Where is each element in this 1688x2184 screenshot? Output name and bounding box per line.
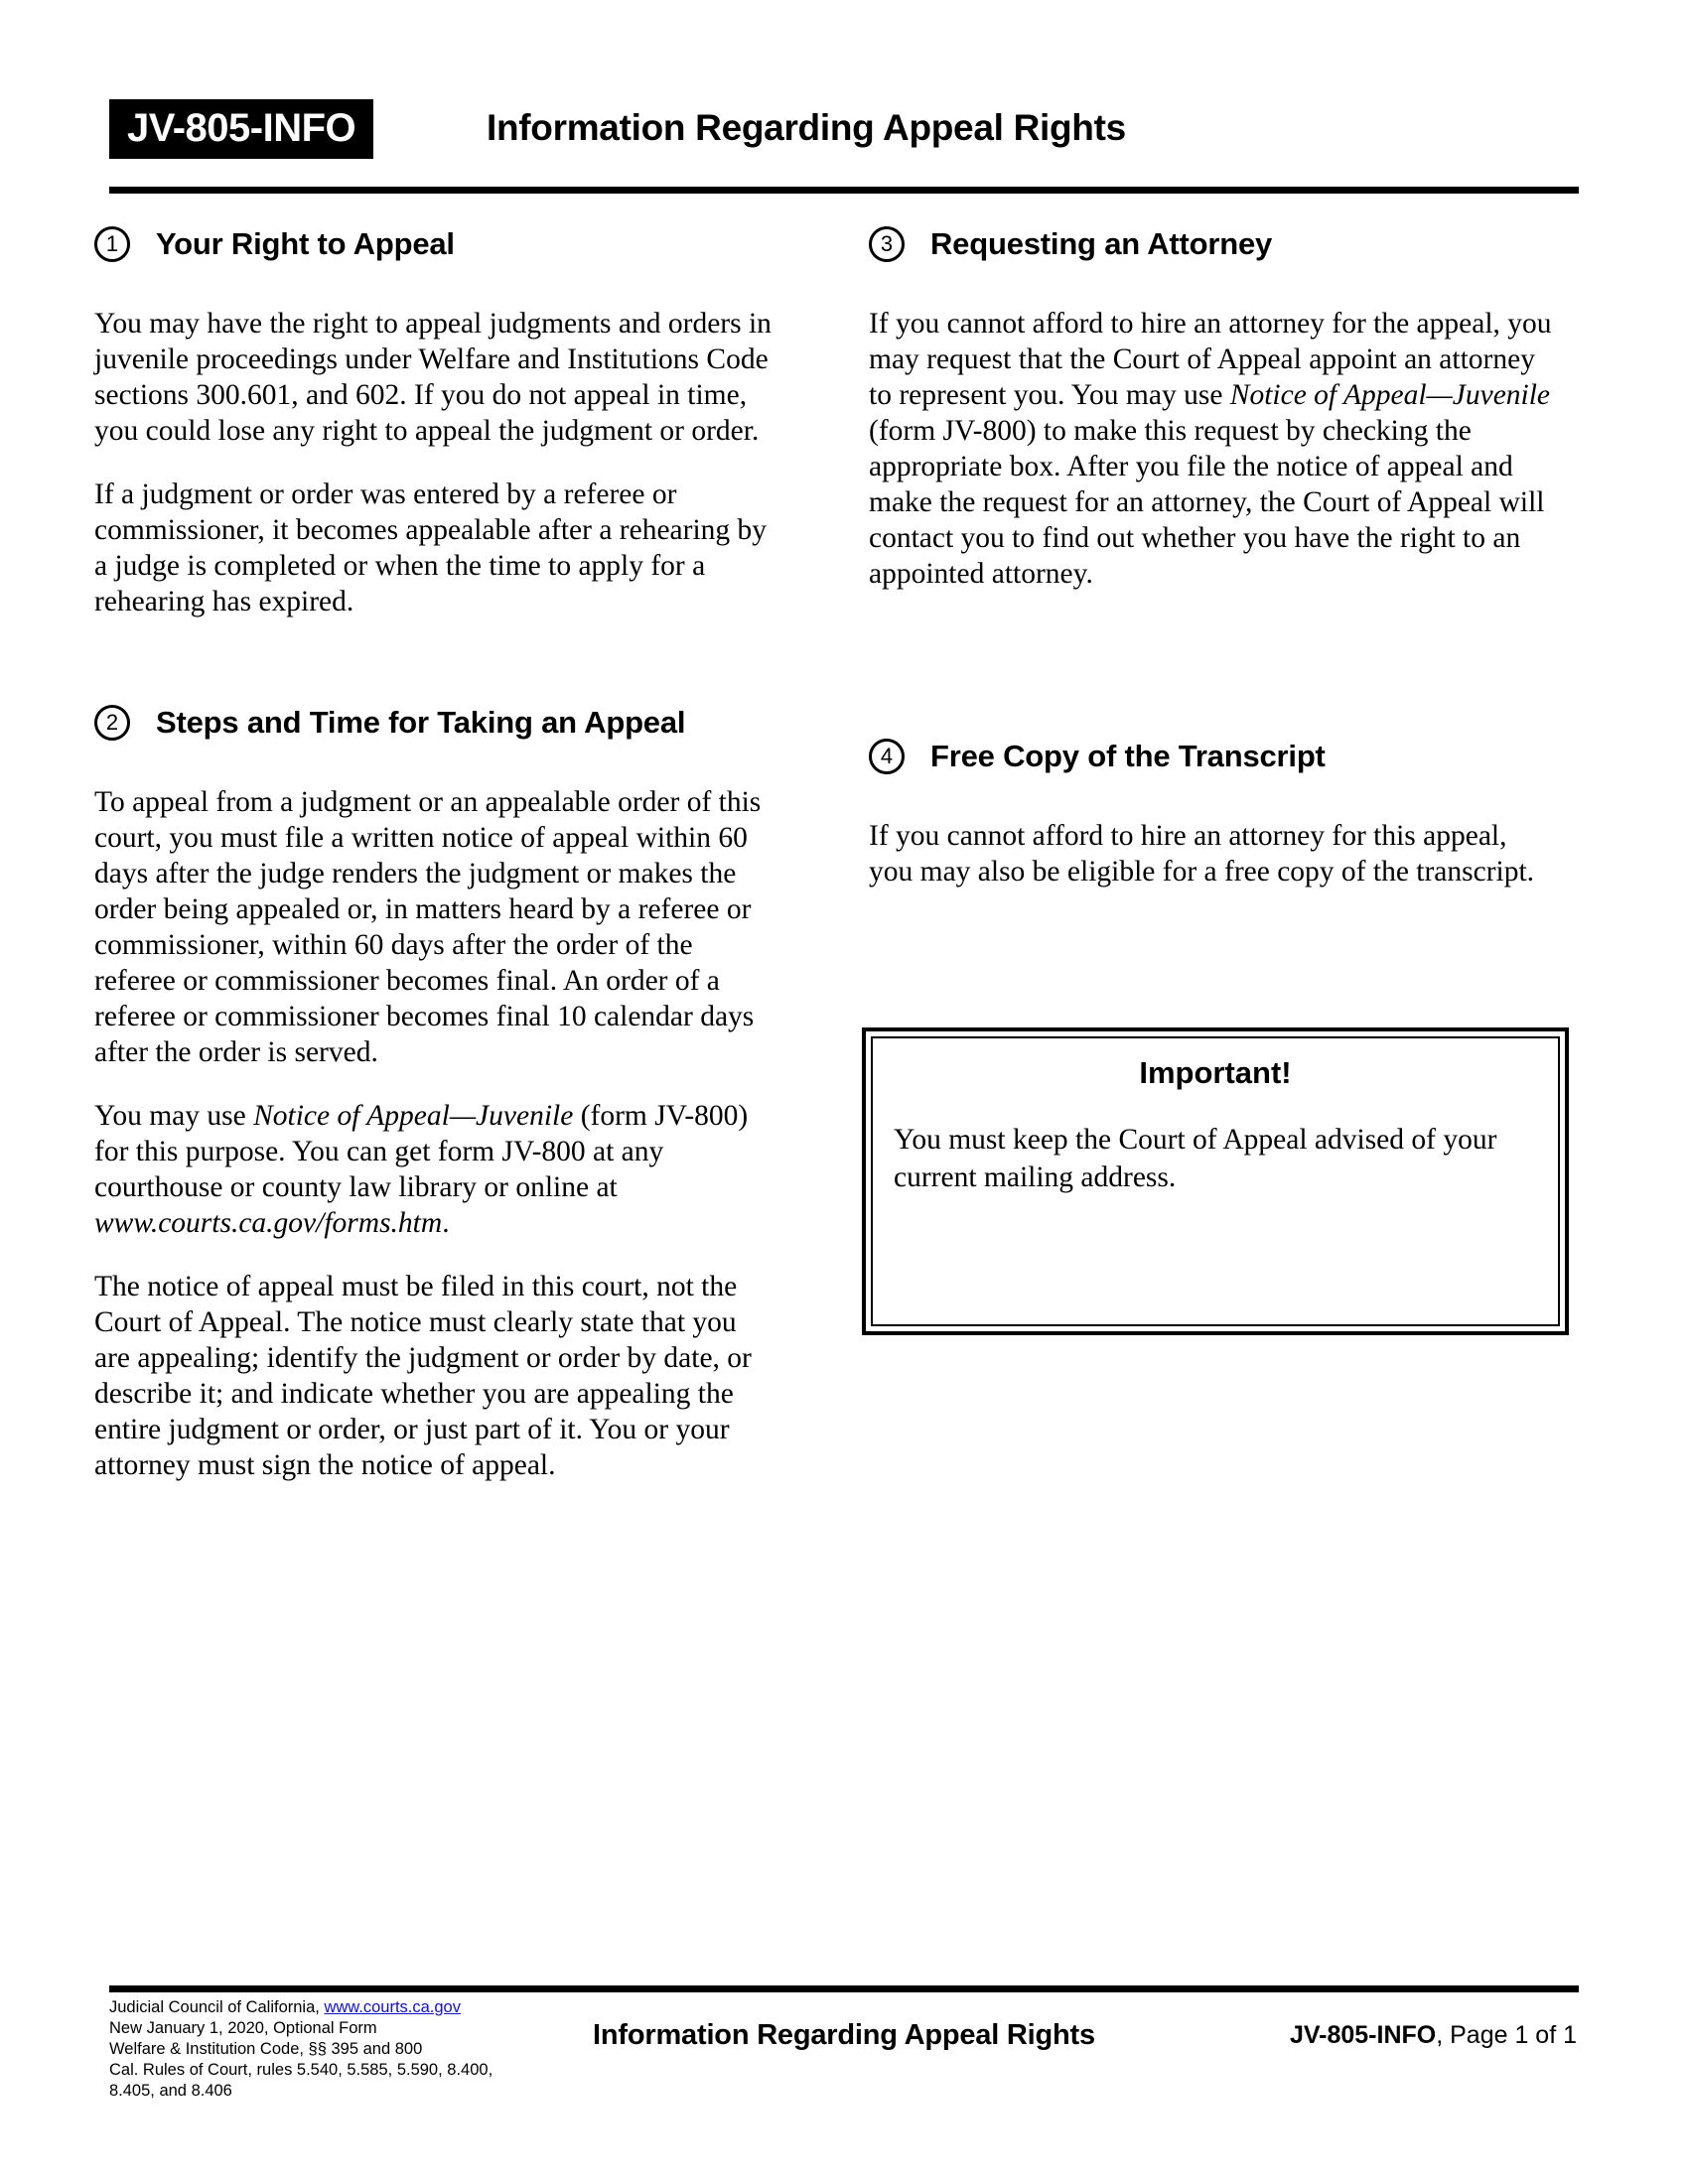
section-2-form-name: Notice of Appeal—Juvenile [253,1100,574,1132]
section-title-2: Steps and Time for Taking an Appeal [156,705,686,740]
section-heading-1 [94,226,779,262]
important-callout-box [862,1027,1569,1335]
section-spacer [869,619,1554,739]
footer-page-info [1290,2021,1577,2050]
section-4-paragraph-1: If you cannot afford to hire an attorney for this appeal, you may also be eligible for a free copy of the transcript. [869,820,1535,887]
section-number-circle-3: 3 [869,226,905,262]
footer-line-2: New January 1, 2020, Optional Form [109,2019,377,2037]
form-header [109,99,1579,167]
section-number-circle-4: 4 [869,739,905,774]
section-3-post-text: (form JV-800) to make this request by checking the appropriate box. After you file the notice of appeal and make the request for an attorney, the Court of Appeal will contact you to find out whether you have the right to an appointed attorney. [869,415,1545,590]
section-2-form-paragraph [94,1098,779,1241]
section-2-paragraph-1: To appeal from a judgment or an appealable order of this court, you must file a written notice of appeal within 60 days after the judge renders the judgment or makes the order being appealed or, in matters heard by a referee or commissioner, within 60 days after the order of the referee or commissioner becomes final. An order of a referee or commissioner becomes final 10 calendar days after the order is served. [94,786,762,1068]
section-title-3: Requesting an Attorney [930,226,1273,261]
section-1-paragraph-1: You may have the right to appeal judgments and orders in juvenile proceedings under Welfare and Institutions Code sections 300.601, and 602. If you do not appeal in time, you could lose any right to appeal the judgment or order. [94,308,772,447]
footer-line-1: Judicial Council of California, [109,1998,325,2016]
section-2-post-text: . [442,1207,450,1239]
footer-divider [109,1985,1579,1992]
section-2-pre-text: You may use [94,1100,254,1132]
important-box-title: Important! [1139,1055,1292,1090]
form-footer [109,1997,1579,2116]
section-2-mid-text: (form JV-800) for this purpose. You can get form JV-800 at any courthouse or county law library or online at [94,1100,749,1203]
footer-line-3: Welfare & Institution Code, §§ 395 and 800 [109,2040,423,2058]
section-3-pre-text: If you cannot afford to hire an attorney for the appeal, you may request that the Court of Appeal appoint an attorney to represent you. You may use [869,308,1552,411]
section-number-circle-1: 1 [94,226,130,262]
section-spacer [94,647,779,705]
section-number-circle-2: 2 [94,705,130,741]
section-3-paragraph [869,306,1554,592]
section-3-form-name: Notice of Appeal—Juvenile [1229,379,1551,411]
section-2-paragraph-3: The notice of appeal must be filed in this court, not the Court of Appeal. The notice must clearly state that you are appealing; identify the judgment or order by date, or describe it; and indicate whether you are appealing the entire judgment or order, or just part of it. You or your attorney must sign the notice of appeal. [94,1271,752,1481]
courts-website-link[interactable]: www.courts.ca.gov [324,1998,461,2016]
section-title-4: Free Copy of the Transcript [930,739,1326,773]
form-number-badge: JV-805-INFO [109,99,373,159]
section-2-url: www.courts.ca.gov/forms.htm [94,1207,443,1239]
header-divider [109,187,1579,194]
section-heading-2 [94,705,779,741]
left-column [94,226,779,1511]
section-heading-3 [869,226,1554,262]
footer-form-title: Information Regarding Appeal Rights [593,2019,1095,2051]
section-1-paragraph-2: If a judgment or order was entered by a referee or commissioner, it becomes appealable after a rehearing by a judge is completed or when the time to apply for a rehearing has expired. [94,478,768,617]
section-heading-4 [869,739,1554,774]
important-box-body: You must keep the Court of Appeal advised of your current mailing address. [894,1124,1497,1193]
right-column [869,226,1554,917]
footer-form-number: JV-805-INFO [1289,2021,1437,2049]
footer-line-4: Cal. Rules of Court, rules 5.540, 5.585, 5.590, 8.400, [109,2061,493,2079]
page-title: Information Regarding Appeal Rights [487,107,1126,148]
footer-page-number: , Page 1 of 1 [1436,2021,1577,2049]
section-title-1: Your Right to Appeal [156,226,455,261]
footer-line-5: 8.405, and 8.406 [109,2082,232,2100]
